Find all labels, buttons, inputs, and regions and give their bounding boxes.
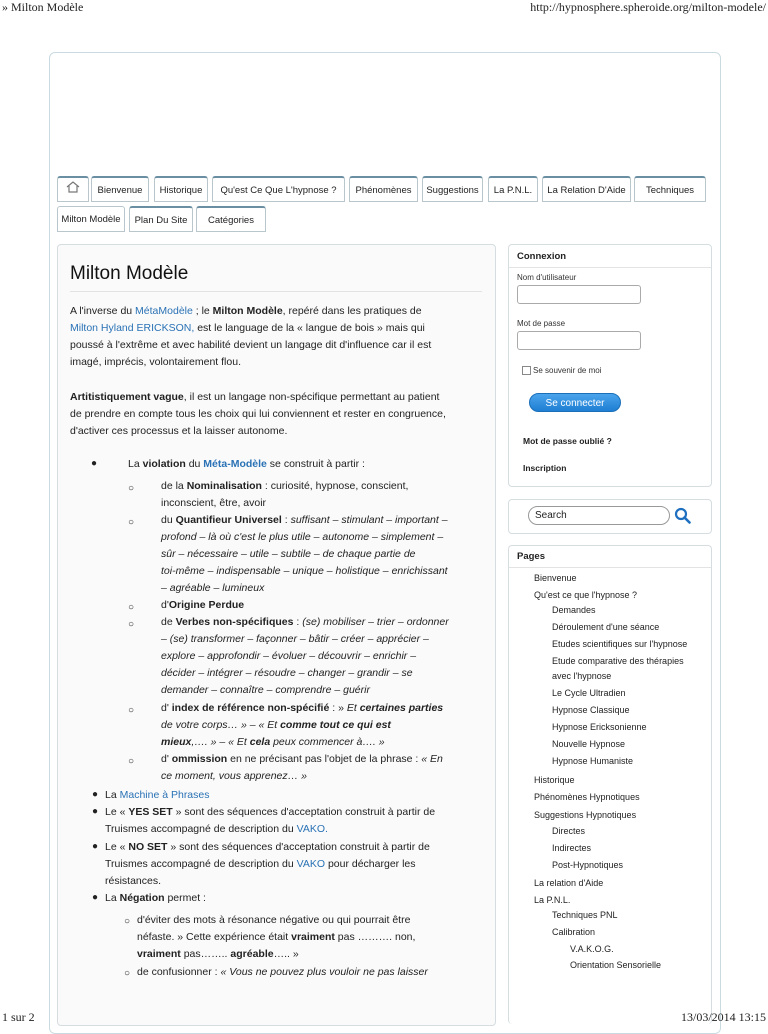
text: de la [161, 480, 187, 492]
text: pour décharger les [325, 858, 416, 870]
bold-italic-text: mieux [161, 736, 192, 748]
search-icon[interactable] [674, 507, 691, 529]
pages-item[interactable]: La relation d'Aide [534, 878, 604, 888]
intro-line: imagé, imprécis, volontairement flou. [70, 356, 241, 368]
italic-text: peux commencer à…. » [270, 736, 385, 748]
text: ….. » [273, 948, 299, 960]
bullet-icon: ● [92, 841, 99, 852]
bullet-icon: ● [92, 806, 99, 817]
bold-text: Verbes non-spécifiques [175, 616, 294, 628]
pages-item[interactable]: Suggestions Hypnotiques [534, 810, 637, 820]
print-datetime: 13/03/2014 13:15 [680, 1010, 766, 1024]
violation-item [128, 456, 365, 473]
circle-bullet-icon: ○ [128, 602, 135, 613]
verbes-item [161, 614, 449, 699]
bold-italic-text: cela [249, 736, 271, 748]
circle-bullet-icon: ○ [124, 968, 131, 979]
text: Truismes accompagné de description du [105, 858, 297, 870]
vague-bold: Artitistiquement vague [70, 391, 184, 403]
forgot-password-link[interactable]: Mot de passe oublié ? [523, 436, 612, 446]
pages-item[interactable]: Historique [534, 775, 575, 785]
italic-text: (se) mobiliser – trier – ordonner [302, 616, 449, 628]
pages-item[interactable]: Bienvenue [534, 573, 577, 583]
login-button[interactable]: Se connecter [529, 393, 621, 412]
login-title: Connexion [517, 251, 567, 262]
register-link[interactable]: Inscription [523, 463, 567, 473]
line: – agréable – lumineux [161, 582, 265, 594]
circle-bullet-icon: ○ [128, 705, 135, 716]
line: demander – connaître – comprendre – guérir [161, 684, 370, 696]
vague-text: , il est un langage non-spécifique permettant au patient [183, 391, 440, 403]
text: pas…….. [180, 948, 231, 960]
vako-link[interactable]: VAKO. [296, 823, 328, 835]
intro-text: ; le [192, 305, 213, 317]
search-widget [508, 499, 712, 534]
text: en ne précisant pas l'objet de la phrase : [227, 753, 422, 765]
text: d' [161, 753, 172, 765]
divider [509, 567, 711, 568]
intro-text: est le language de la « langue de bois » mais qui [194, 322, 425, 334]
text: Le « [105, 841, 129, 853]
circle-bullet-icon: ○ [128, 756, 135, 767]
pages-item[interactable]: Qu'est ce que l'hypnose ? [534, 590, 638, 600]
text: : » [329, 702, 347, 714]
bullet-icon: ● [91, 458, 98, 469]
pages-item[interactable]: La P.N.L. [534, 895, 571, 905]
bold-text: vraiment [137, 948, 181, 960]
remember-label: Se souvenir de moi [533, 366, 602, 375]
no-set-item [105, 839, 430, 890]
circle-bullet-icon: ○ [124, 916, 131, 927]
print-page-number: 1 sur 2 [2, 1010, 35, 1024]
vague-line: d'activer ces processus et la laisser autonome. [70, 425, 288, 437]
nav-relation-aide[interactable]: La Relation D'Aide [542, 176, 631, 202]
pages-item[interactable]: Déroulement d'une séance [552, 622, 660, 632]
home-icon [66, 178, 80, 204]
italic-text: ,…. » – « Et [191, 736, 250, 748]
article-panel [57, 244, 496, 1026]
index-item [161, 700, 443, 751]
intro-line: poussé à l'extrême et avec habilité devient un langage dit d'influence car il est [70, 339, 432, 351]
print-url: http://hypnosphere.spheroide.org/milton-modele/ [530, 0, 766, 14]
line: sûr – nécessaire – utile – subtile – de chaque partie de [161, 548, 416, 560]
bold-text: violation [142, 458, 186, 470]
nav-techniques[interactable]: Techniques [634, 176, 706, 202]
pages-item[interactable]: Orientation Sensorielle [570, 960, 662, 970]
pages-item[interactable]: Nouvelle Hypnose [552, 739, 626, 749]
pages-item[interactable]: Indirectes [552, 843, 592, 853]
line: résistances. [105, 875, 162, 887]
remember-checkbox[interactable] [522, 366, 531, 375]
line: profond – là où c'est le plus utile – autonome – simplement – [161, 531, 444, 543]
pages-item[interactable]: Hypnose Classique [552, 705, 630, 715]
text: La [105, 892, 120, 904]
nav-home[interactable] [57, 176, 89, 202]
nav-plan-du-site[interactable]: Plan Du Site [129, 206, 193, 232]
bullet-icon: ● [92, 789, 99, 800]
nav-categories[interactable]: Catégories [196, 206, 266, 232]
line: – (se) transformer – façonner – bâtir – créer – apprécier – [161, 633, 429, 645]
pages-item[interactable]: Demandes [552, 605, 596, 615]
text: : curiosité, hypnose, conscient, [261, 480, 409, 492]
text: de confusionner : [137, 966, 221, 978]
bold-text: Origine Perdue [168, 599, 245, 611]
metamodele-link[interactable]: MétaModèle [135, 305, 193, 317]
italic-text: Et [346, 702, 360, 714]
bold-text: YES SET [128, 806, 173, 818]
nav-bienvenue[interactable]: Bienvenue [91, 176, 149, 202]
italic-text: de votre corps… » – « Et [161, 719, 281, 731]
italic-text: « En [421, 753, 443, 765]
bold-text: Négation [119, 892, 165, 904]
password-field[interactable] [517, 331, 641, 350]
pages-item[interactable]: Phénomènes Hypnotiques [534, 792, 640, 802]
vague-line: de prendre en compte tous les choix qui lui conviennent et rester en congruence, [70, 408, 446, 420]
intro-text: A l'inverse du [70, 305, 136, 317]
pages-item[interactable]: V.A.K.O.G. [570, 944, 614, 954]
search-input[interactable]: Search [528, 506, 670, 525]
text: se construit à partir : [266, 458, 365, 470]
text: Truismes accompagné de description du [105, 823, 297, 835]
nav-suggestions[interactable]: Suggestions [422, 176, 483, 202]
pages-item[interactable]: Directes [552, 826, 586, 836]
text: : [281, 514, 291, 526]
nav-historique[interactable]: Historique [154, 176, 208, 202]
text: La [128, 458, 143, 470]
pages-item[interactable]: Le Cycle Ultradien [552, 688, 626, 698]
nav-hypnose[interactable]: Qu'est Ce Que L'hypnose ? [212, 176, 345, 202]
title-divider [70, 291, 482, 292]
bold-italic-text: comme tout ce qui est [280, 719, 391, 731]
line: d'éviter des mots à résonance négative ou qui pourrait être [137, 914, 411, 926]
text: : [293, 616, 303, 628]
bold-text: ommission [171, 753, 228, 765]
italic-text: suffisant – stimulant – important – [290, 514, 448, 526]
pages-item[interactable]: Hypnose Humaniste [552, 756, 634, 766]
username-label: Nom d'utilisateur [517, 273, 577, 282]
password-label: Mot de passe [517, 319, 566, 328]
username-field[interactable] [517, 285, 641, 304]
line: explore – approfondir – évoluer – découvrir – enrichir – [161, 650, 417, 662]
pages-title: Pages [517, 551, 545, 562]
nav-milton-modele[interactable]: Milton Modèle [57, 206, 125, 232]
machine-a-phrases-link[interactable]: Machine à Phrases [119, 789, 210, 801]
bold-text: Quantifieur Universel [175, 514, 282, 526]
meta-modele-link[interactable]: Méta-Modèle [203, 458, 267, 470]
text: du [161, 514, 176, 526]
pages-item[interactable]: Hypnose Ericksonienne [552, 722, 647, 732]
text: pas ………. non, [334, 931, 416, 943]
nav-pnl[interactable]: La P.N.L. [488, 176, 538, 202]
vague-paragraph [70, 389, 490, 440]
pages-item[interactable]: Calibration [552, 927, 596, 937]
pages-item[interactable]: Etude comparative des thérapies [552, 656, 684, 666]
quantifieur-item [161, 512, 448, 597]
bold-text: agréable [230, 948, 274, 960]
bold-text: index de référence non-spécifié [171, 702, 330, 714]
text: du [185, 458, 204, 470]
circle-bullet-icon: ○ [128, 619, 135, 630]
text: néfaste. » Cette expérience était [137, 931, 292, 943]
divider [509, 267, 711, 268]
page-title: Milton Modèle [70, 263, 189, 284]
intro-bold: Milton Modèle [212, 305, 283, 317]
vako-link[interactable]: VAKO [296, 858, 326, 870]
pages-item[interactable]: Etudes scientifiques sur l'hypnose [552, 639, 688, 649]
bold-text: NO SET [128, 841, 168, 853]
pages-widget [508, 545, 712, 1024]
line: décider – intégrer – résoudre – changer – grandir – se [161, 667, 413, 679]
yes-set-item [105, 804, 435, 838]
circle-bullet-icon: ○ [128, 517, 135, 528]
circle-bullet-icon: ○ [128, 483, 135, 494]
print-title: » Milton Modèle [2, 0, 84, 14]
pages-item[interactable]: Techniques PNL [552, 910, 618, 920]
erickson-link[interactable]: Milton Hyland ERICKSON, [70, 322, 195, 334]
negation-sub-2 [137, 964, 428, 981]
bold-text: Nominalisation [186, 480, 262, 492]
login-widget [508, 244, 712, 487]
bullet-icon: ● [92, 892, 99, 903]
text: » sont des séquences d'acceptation construit à partir de [172, 806, 436, 818]
text: permet : [164, 892, 206, 904]
negation-item [105, 890, 206, 907]
pages-item[interactable]: avec l'hypnose [552, 671, 612, 681]
bold-italic-text: certaines parties [359, 702, 444, 714]
text: » sont des séquences d'acceptation construit à partir de [167, 841, 430, 853]
text: Le « [105, 806, 129, 818]
nominalisation-item [161, 478, 408, 512]
machine-item [105, 787, 210, 804]
text: La [105, 789, 120, 801]
nav-phenomenes[interactable]: Phénomènes [349, 176, 418, 202]
text: de [161, 616, 176, 628]
line: toi-même – indispensable – unique – holistique – enrichissant [161, 565, 448, 577]
text: d' [161, 599, 169, 611]
line: inconscient, être, avoir [161, 497, 267, 509]
ommission-item [161, 751, 443, 785]
pages-item[interactable]: Post-Hypnotiques [552, 860, 624, 870]
negation-sub-1 [137, 912, 415, 963]
italic-text: « Vous ne pouvez plus vouloir ne pas laisser [220, 966, 428, 978]
origine-item [161, 597, 244, 614]
text: d' [161, 702, 172, 714]
line: ce moment, vous apprenez… » [161, 770, 307, 782]
intro-text: , repéré dans les pratiques de [282, 305, 422, 317]
intro-paragraph [70, 303, 490, 371]
bold-text: vraiment [291, 931, 335, 943]
